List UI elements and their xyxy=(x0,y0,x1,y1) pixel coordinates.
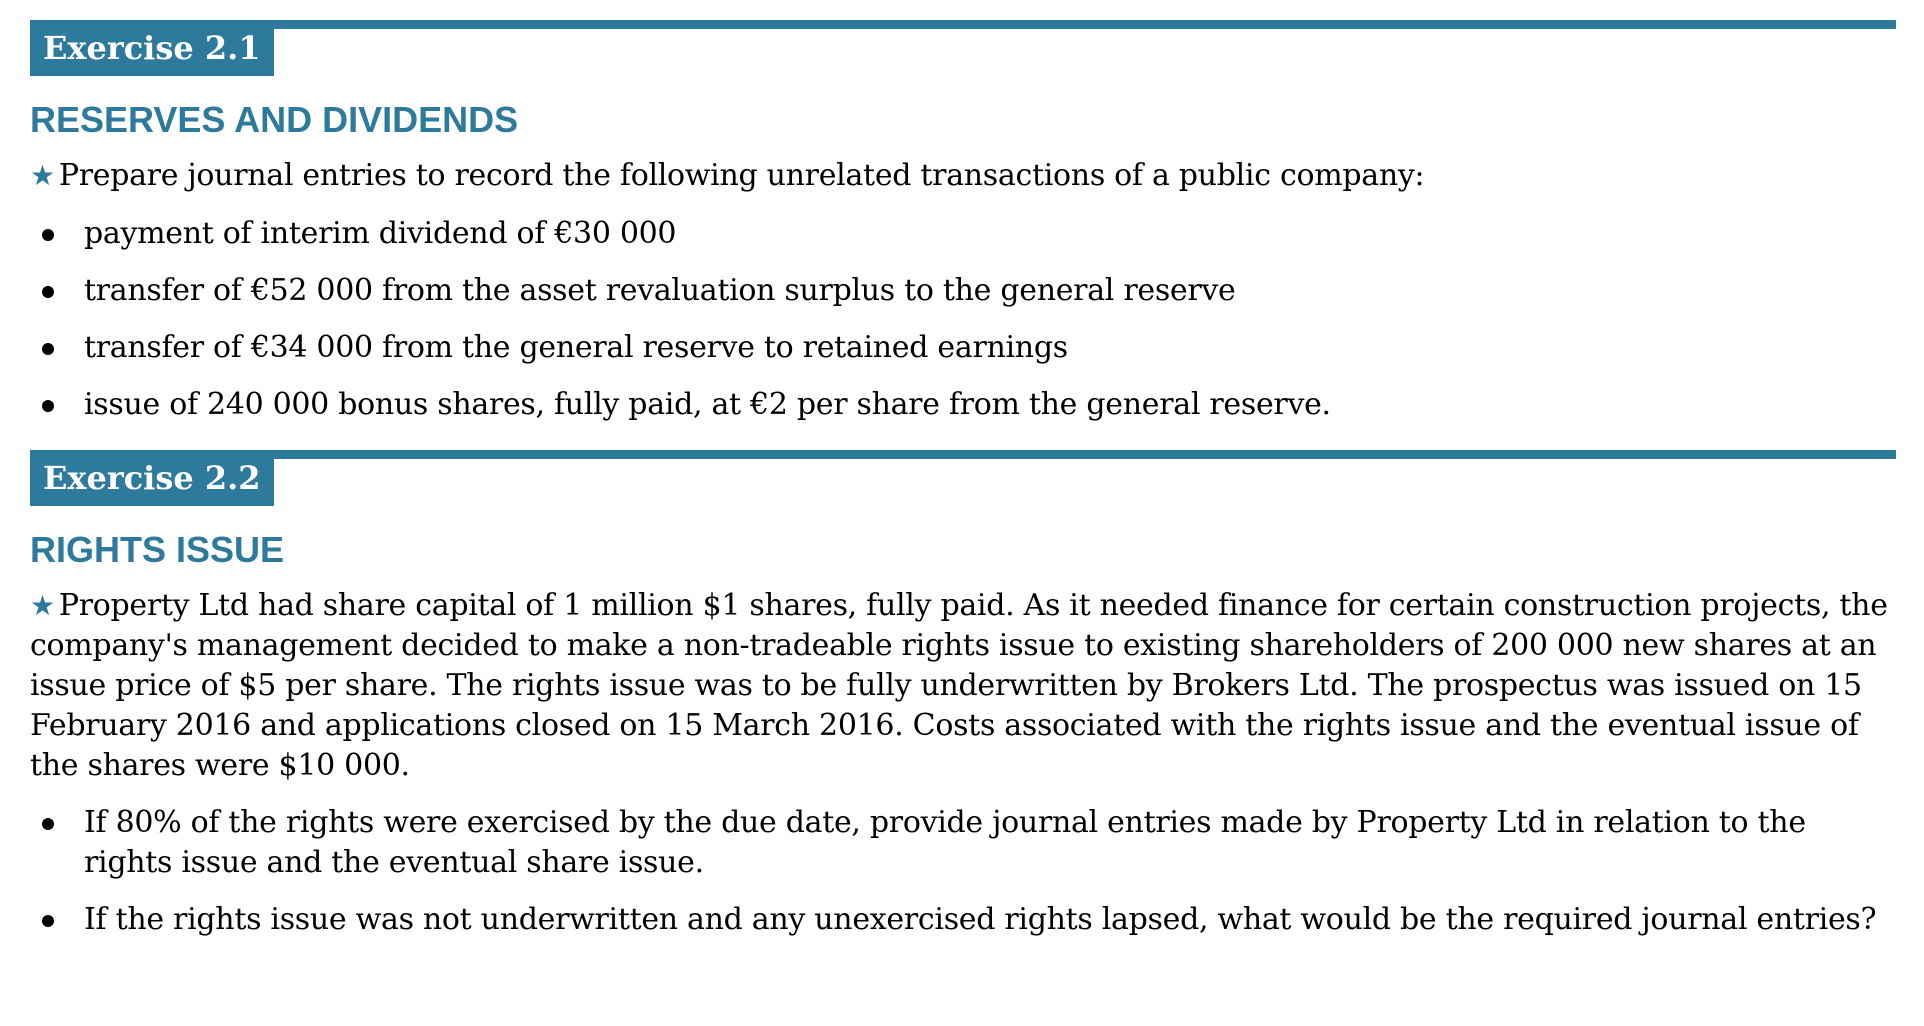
star-icon: ★ xyxy=(30,159,55,192)
exercise-title: RESERVES AND DIVIDENDS xyxy=(30,99,519,140)
page xyxy=(30,20,1896,940)
list-item-text: transfer of €34 000 from the general reserve to retained earnings xyxy=(84,330,1068,365)
exercise-2-2 xyxy=(30,450,1896,940)
bullet-icon xyxy=(42,400,54,412)
list-item xyxy=(30,385,1896,425)
bullet-icon xyxy=(42,286,54,298)
exercise-header-bar xyxy=(30,20,1896,76)
bullet-icon xyxy=(42,229,54,241)
exercise-2-1 xyxy=(30,20,1896,425)
exercise-title: RIGHTS ISSUE xyxy=(30,529,285,570)
list-item xyxy=(30,803,1896,883)
list-item-text: issue of 240 000 bonus shares, fully paid, at €2 per share from the general reserve. xyxy=(84,387,1331,422)
intro-text: Property Ltd had share capital of 1 million $1 shares, fully paid. As it needed finance for certain construction projects, the company's management decided to make a non-tradeable rights issue to existing shareholders of 200 000 new shares at an issue price of $5 per share. The rights issue was to be fully underwritten by Brokers Ltd. The prospectus was issued on 15 February 2016 and applications closed on 15 March 2016. Costs associated with the rights issue and the eventual issue of the shares were $10 000. xyxy=(30,588,1888,783)
list-item-text: If 80% of the rights were exercised by the due date, provide journal entries made by Property Ltd in relation to the rights issue and the eventual share issue. xyxy=(84,805,1806,880)
exercise-intro xyxy=(30,586,1896,786)
list-item xyxy=(30,900,1896,940)
list-item-text: transfer of €52 000 from the asset revaluation surplus to the general reserve xyxy=(84,273,1236,308)
list-item xyxy=(30,271,1896,311)
bullet-icon xyxy=(42,818,54,830)
exercise-intro xyxy=(30,156,1896,196)
exercise-header-bar xyxy=(30,450,1896,506)
transaction-list xyxy=(30,214,1896,425)
header-rule xyxy=(30,450,1896,459)
question-list xyxy=(30,803,1896,940)
exercise-label: Exercise 2.2 xyxy=(30,450,274,506)
intro-text: Prepare journal entries to record the following unrelated transactions of a public company: xyxy=(58,158,1425,193)
list-item xyxy=(30,328,1896,368)
list-item xyxy=(30,214,1896,254)
header-rule xyxy=(30,20,1896,29)
list-item-text: payment of interim dividend of €30 000 xyxy=(84,216,677,251)
exercise-label: Exercise 2.1 xyxy=(30,20,274,76)
star-icon: ★ xyxy=(30,589,55,622)
list-item-text: If the rights issue was not underwritten and any unexercised rights lapsed, what would be the required journal entries? xyxy=(84,902,1877,937)
bullet-icon xyxy=(42,343,54,355)
bullet-icon xyxy=(42,915,54,927)
